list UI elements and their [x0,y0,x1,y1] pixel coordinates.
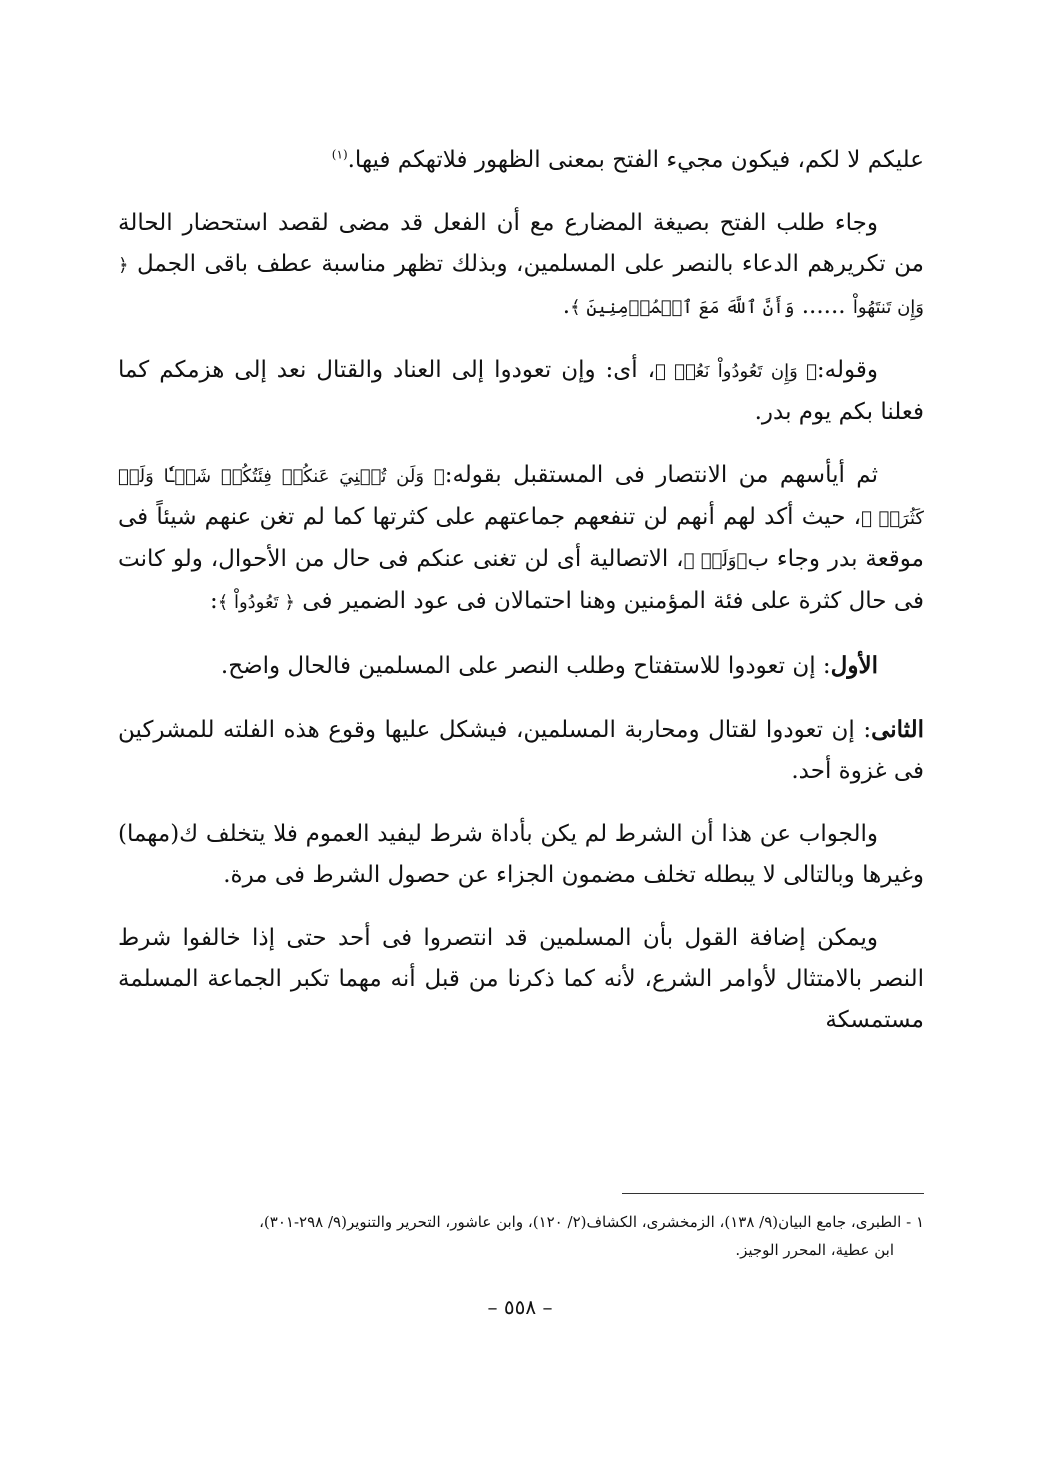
footnote-line-2: ابن عطية، المحرر الوجيز. [735,1241,894,1259]
footnote-reference: (١) [331,147,348,162]
paragraph-4-text-c: ، الاتصالية أى لن تغنى عنكم فى حال من الأحوال، ولو كانت فى حال كثرة على فئة المؤمنين وهنا احتمالان فى عود الضمير فى [118,546,924,614]
paragraph-1 [118,140,924,181]
paragraph-4-text-d: : [209,588,218,614]
paragraph-5-text: : إن تعودوا للاستفتاح وطلب النصر على المسلمين فالحال واضح. [220,653,831,679]
paragraph-6 [118,709,924,792]
footnote-divider [622,1193,924,1194]
paragraph-2-text-b: ...... [794,293,853,319]
paragraph-8 [118,918,924,1041]
quran-verse: وَأَنَّ ٱللَّهَ مَعَ ٱلۡمُؤۡمِنِينَ ﴾ [570,297,795,318]
page-body [118,140,924,1063]
paragraph-7 [118,814,924,896]
paragraph-7-text: والجواب عن هذا أن الشرط لم يكن بأداة شرط ليفيد العموم فلا يتخلف ك(مهما) وغيرها وبالتالى لا يبطله تخلف مضمون الجزاء عن حصول الشرط فى مرة. [118,821,924,888]
paragraph-6-label: الثانى [871,716,924,743]
quran-verse: ﴿وَلَوۡ ﴾ [683,550,748,571]
quran-verse: ﴿ تَعُودُواْ ﴾ [217,592,295,613]
paragraph-3-text-b: ، أى: وإن تعودوا إلى العناد والقتال نعد إلى هزمكم كما فعلنا بكم يوم بدر. [118,357,924,425]
paragraph-3 [118,350,924,433]
paragraph-2-text-c: . [562,293,571,319]
paragraph-4-text-a: ثم أيأسهم من الانتصار فى المستقبل بقوله: [444,462,878,488]
footnote-line-1: ١ - الطبرى، جامع البيان(٩/ ١٣٨)، الزمخشرى، الكشاف(٢/ ١٢٠)، وابن عاشور، التحرير والتنوير(٩/ ٢٩٨-٣٠١)، [259,1213,924,1231]
paragraph-2 [118,203,924,328]
footnotes [118,1208,924,1264]
paragraph-5-label: الأول [830,652,878,679]
paragraph-5 [118,645,924,687]
paragraph-4 [118,455,924,623]
paragraph-4-text-b: ، حيث أكد لهم أنهم لن تنفعهم جماعتهم على كثرتها كما لم تغن عنهم شيئاً فى موقعة بدر وجاء ب [118,504,925,572]
quran-verse: ﴿ وَإِن تَنتَهُواْ [118,255,924,318]
paragraph-6-text: : إن تعودوا لقتال ومحاربة المسلمين، فيشكل عليها وقوع هذه الفلته للمشركين فى غزوة أحد. [118,717,924,784]
paragraph-8-text: ويمكن إضافة القول بأن المسلمين قد انتصروا فى أحد حتى إذا خالفوا شرط النصر بالامتثال لأوامر الشرع، لأنه كما ذكرنا من قبل أنه مهما تكبر الجماعة المسلمة مستمسكة [118,925,924,1033]
paragraph-3-text-a: وقوله: [816,357,878,383]
paragraph-2-text-a: وجاء طلب الفتح بصيغة المضارع مع أن الفعل قد مضى لقصد استحضار الحالة من تكريرهم الدعاء بالنصر على المسلمين، وبذلك تظهر مناسبة عطف باقى الجمل [118,210,924,277]
quran-verse: ﴿ وَلَن تُغۡنِيَ عَنكُمۡ فِئَتُكُمۡ شَيۡـٔٗا وَلَوۡ كَثُرَتۡ ﴾ [118,466,924,529]
quran-verse: ﴿ وَإِن تَعُودُواْ نَعُدۡ ﴾ [655,361,817,382]
paragraph-1-text: عليكم لا لكم، فيكون مجيء الفتح بمعنى الظهور فلاتهكم فيها. [347,147,924,173]
page-number: – ٥٥٨ – [487,1295,553,1319]
